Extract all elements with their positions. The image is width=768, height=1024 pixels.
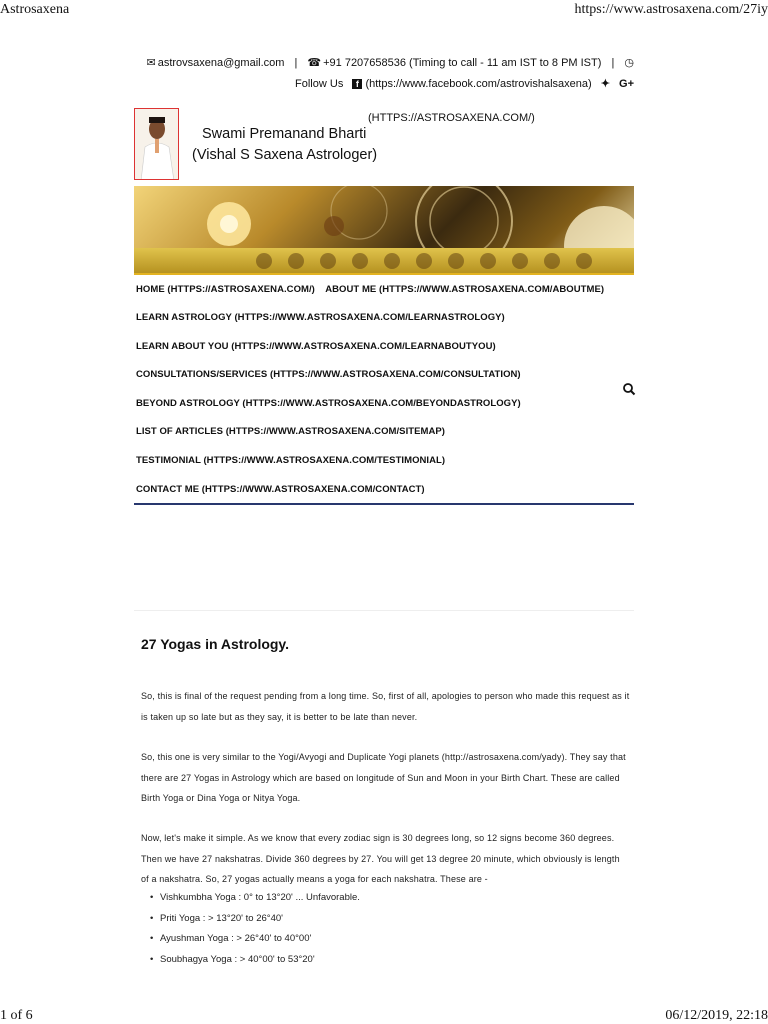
- text-with-link[interactable]: So, this one is very similar to the Yogi/Avyogi and Duplicate Yogi planets (http://astrosaxena.com/yady). They say that: [141, 752, 626, 762]
- twitter-icon[interactable]: ✦: [600, 78, 610, 90]
- article-paragraph-3: [141, 828, 631, 890]
- clock-icon: ◷: [624, 57, 634, 69]
- envelope-icon: ✉: [146, 57, 156, 69]
- text-line: of a nakshatra. So, 27 yogas actually means a yoga for each nakshatra. These are -: [141, 874, 488, 884]
- article-paragraph-1: [141, 686, 631, 727]
- nav-item-home[interactable]: HOME (HTTPS://ASTROSAXENA.COM/): [136, 284, 315, 295]
- nav-item-learn-astrology[interactable]: LEARN ASTROLOGY (HTTPS://WWW.ASTROSAXENA.COM/LEARNASTROLOGY): [136, 312, 505, 323]
- site-branding: [134, 108, 634, 184]
- text-line: there are 27 Yogas in Astrology which are based on longitude of Sun and Moon in your Birth Chart. These are called: [141, 772, 620, 783]
- contact-bar: [134, 56, 634, 69]
- portrait-image: [135, 109, 179, 180]
- phone-icon: ☎: [307, 57, 322, 69]
- text-line: is taken up so late but as they say, it is better to be late than never.: [141, 711, 418, 722]
- avatar: [134, 108, 179, 180]
- social-bar: [134, 77, 634, 90]
- nav-divider: [134, 503, 634, 505]
- site-url-link[interactable]: (HTTPS://ASTROSAXENA.COM/): [368, 112, 535, 124]
- nav-item-about[interactable]: ABOUT ME (HTTPS://WWW.ASTROSAXENA.COM/ABOUTME): [325, 284, 605, 295]
- list-item: • Soubhagya Yoga : > 40°00' to 53°20': [160, 954, 315, 965]
- site-name[interactable]: Swami Premanand Bharti: [202, 126, 367, 142]
- nav-item-articles[interactable]: LIST OF ARTICLES (HTTPS://WWW.ASTROSAXENA.COM/SITEMAP): [136, 426, 445, 437]
- print-header-url: https://www.astrosaxena.com/27iy: [574, 2, 768, 17]
- print-timestamp: 06/12/2019, 22:18: [665, 1008, 768, 1023]
- text-line: Birth Yoga or Dina Yoga or Nitya Yoga.: [141, 793, 301, 803]
- phone-number: +91 7207658536 (Timing to call - 11 am IST to 8 PM IST): [323, 57, 602, 69]
- banner-divider: [134, 273, 634, 275]
- email-link[interactable]: astrovsaxena@gmail.com: [157, 57, 285, 69]
- separator: |: [611, 57, 615, 69]
- list-item: • Vishkumbha Yoga : 0° to 13°20' ... Unfavorable.: [160, 892, 360, 903]
- follow-label: Follow Us: [295, 78, 344, 90]
- print-header-title: Astrosaxena: [0, 2, 70, 17]
- facebook-link[interactable]: (https://www.facebook.com/astrovishalsaxena): [365, 78, 592, 90]
- nav-item-consultations[interactable]: CONSULTATIONS/SERVICES (HTTPS://WWW.ASTROSAXENA.COM/CONSULTATION): [136, 369, 521, 380]
- nav-row: [136, 284, 636, 295]
- nav-item-contact[interactable]: CONTACT ME (HTTPS://WWW.ASTROSAXENA.COM/CONTACT): [136, 484, 425, 495]
- text-line: Now, let's make it simple. As we know that every zodiac sign is 30 degrees long, so 12 signs become 360 degrees.: [141, 833, 615, 843]
- article-title: 27 Yogas in Astrology.: [141, 636, 290, 652]
- text-line: Then we have 27 nakshatras. Divide 360 degrees by 27. You will get 13 degree 20 minute, which obviously is length: [141, 853, 620, 864]
- facebook-icon[interactable]: f: [352, 79, 362, 89]
- list-item: • Priti Yoga : > 13°20' to 26°40': [160, 913, 283, 924]
- nav-item-beyond-astrology[interactable]: BEYOND ASTROLOGY (HTTPS://WWW.ASTROSAXENA.COM/BEYONDASTROLOGY): [136, 398, 521, 409]
- page-counter: 1 of 6: [0, 1008, 33, 1023]
- list-item: • Ayushman Yoga : > 26°40' to 40°00': [160, 933, 311, 944]
- google-plus-icon[interactable]: G+: [619, 78, 634, 90]
- nav-item-learn-about-you[interactable]: LEARN ABOUT YOU (HTTPS://WWW.ASTROSAXENA.COM/LEARNABOUTYOU): [136, 341, 496, 352]
- site-subtitle[interactable]: (Vishal S Saxena Astrologer): [192, 147, 378, 163]
- separator: |: [294, 57, 298, 69]
- search-icon[interactable]: [622, 382, 636, 396]
- text-line: So, this is final of the request pending from a long time. So, first of all, apologies to person who made this request as it: [141, 691, 630, 701]
- article-paragraph-2: [141, 747, 631, 809]
- text-line: [141, 747, 631, 768]
- header-banner: [134, 186, 634, 274]
- zodiac-symbols: [134, 248, 634, 274]
- nav-item-testimonial[interactable]: TESTIMONIAL (HTTPS://WWW.ASTROSAXENA.COM/TESTIMONIAL): [136, 455, 446, 466]
